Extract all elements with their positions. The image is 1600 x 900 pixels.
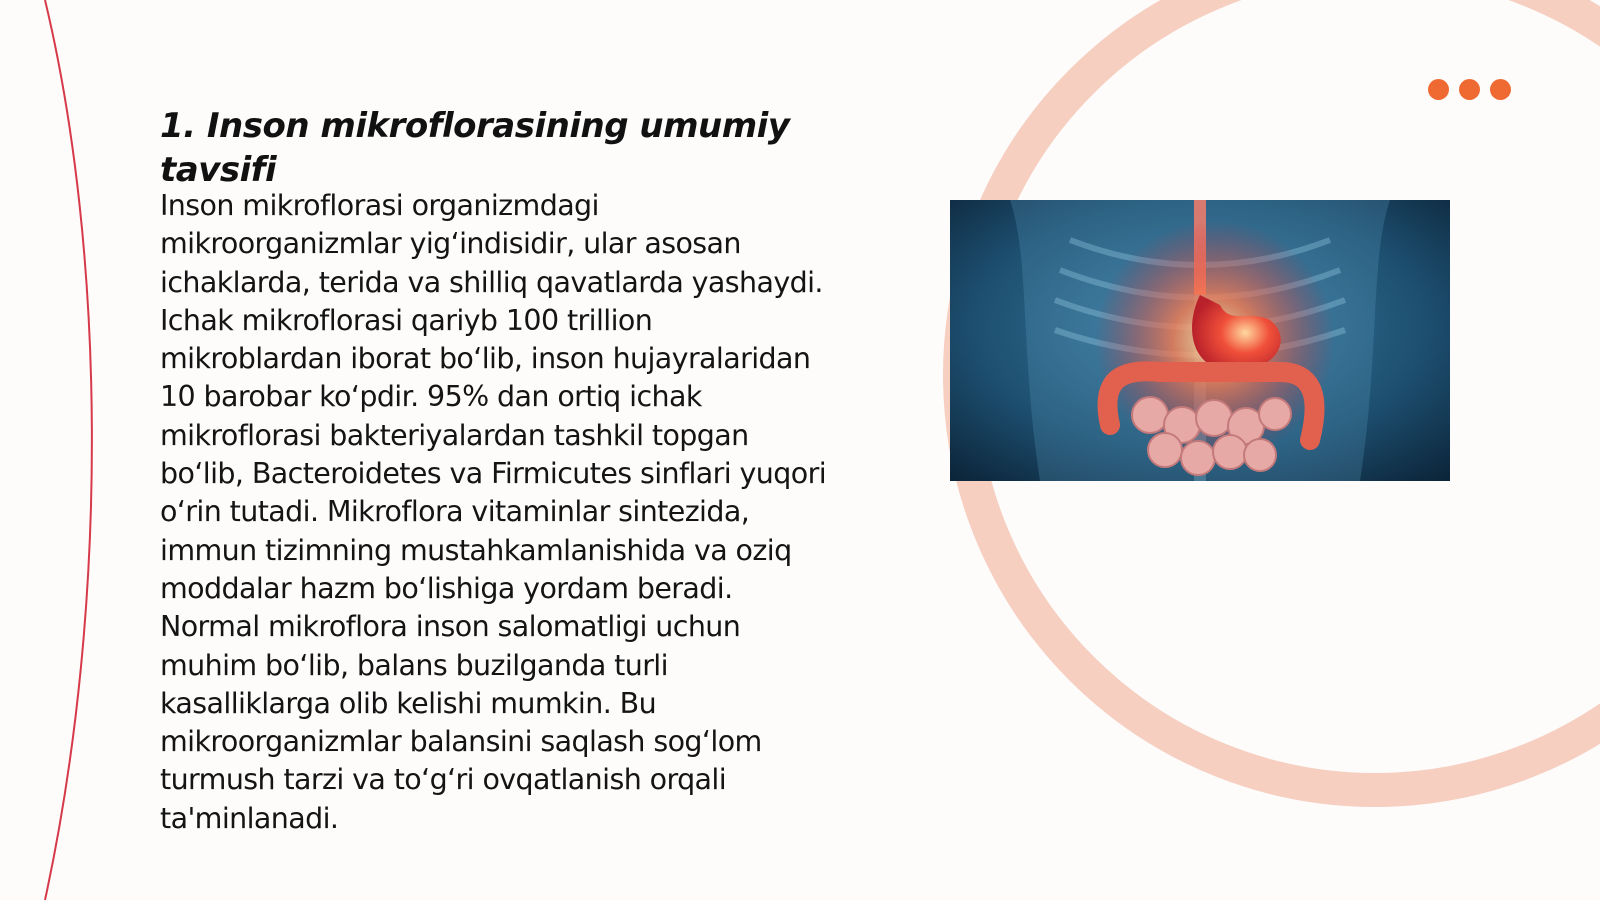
- dot: [1428, 79, 1449, 100]
- menu-dots-icon: [1428, 79, 1511, 100]
- dot: [1490, 79, 1511, 100]
- slide-body-text: Inson mikroflorasi organizmdagi mikroorganizmlar yig‘indisidir, ular asosan ichaklarda, terida va shilliq qavatlarda yashaydi. Ichak mikroflorasi qariyb 100 trillion mikroblardan iborat bo‘lib, inson hujayralaridan 10 barobar ko‘pdir. 95% dan ortiq ichak mikroflorasi bakteriyalardan tashkil topgan bo‘lib, Bacteroidetes va Firmicutes sinflari yuqori o‘rin tutadi. Mikroflora vitaminlar sintezida, immun tizimning mustahkamlanishida va oziq moddalar hazm bo‘lishiga yordam beradi. Normal mikroflora inson salomatligi uchun muhim bo‘lib, balans buzilganda turli kasalliklarga olib kelishi mumkin. Bu mikroorganizmlar balansini saqlash sog‘lom turmush tarzi va to‘g‘ri ovqatlanish orqali ta'minlanadi.: [160, 189, 827, 835]
- dot: [1459, 79, 1480, 100]
- digestive-system-image: [950, 200, 1450, 481]
- slide-title: 1. Inson mikroflorasining umumiy tavsifi: [160, 106, 790, 190]
- left-curve-line: [45, 0, 92, 900]
